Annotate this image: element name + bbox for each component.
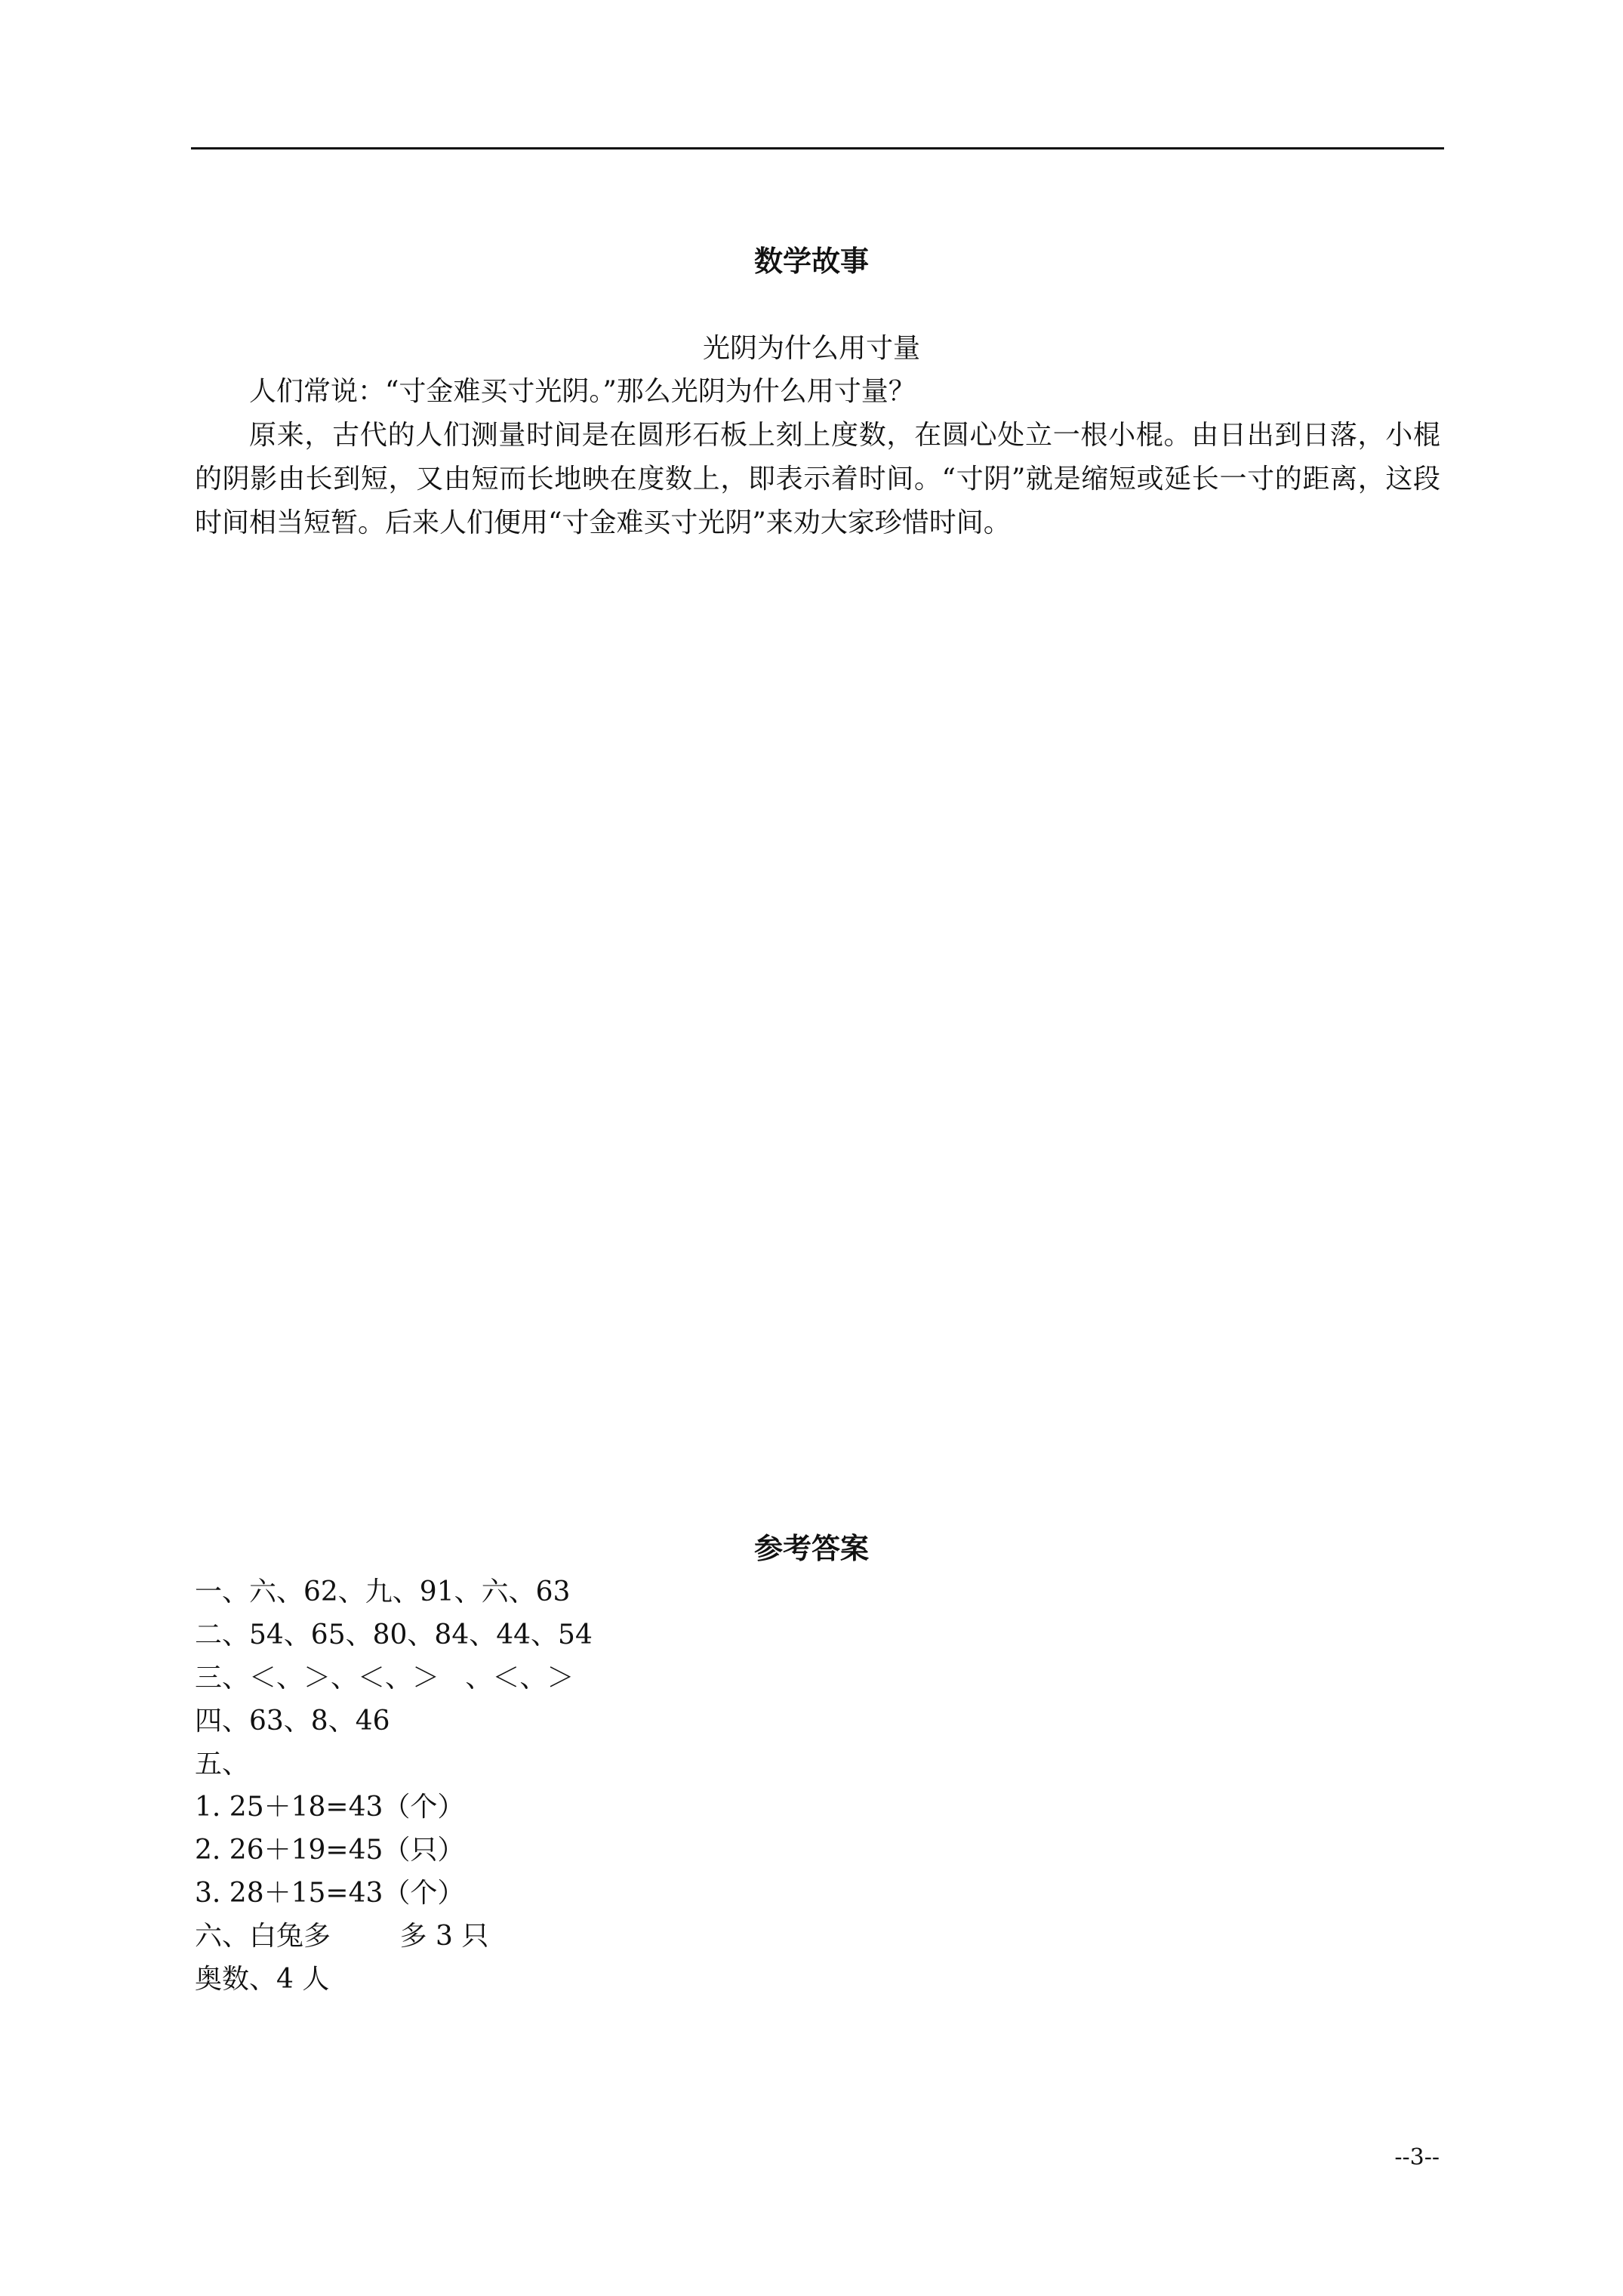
story-body [195, 370, 1440, 545]
answer-line: 3. 28＋15=43（个） [195, 1878, 465, 1909]
header-rule [191, 147, 1444, 149]
answer-line: 三、＜、＞、＜、＞ 、＜、＞ [195, 1663, 574, 1693]
answer-line: 四、63、8、46 [195, 1706, 390, 1737]
answer-line: 六、白兔多 多 3 只 [195, 1921, 489, 1952]
answer-line: 2. 26＋19=45（只） [195, 1835, 465, 1866]
answers-list [195, 1570, 1440, 2001]
answer-line: 五、 [195, 1749, 250, 1780]
answer-line: 奥数、4 人 [195, 1964, 330, 1995]
story-paragraph: 人们常说：“寸金难买寸光阴。”那么光阴为什么用寸量？ [249, 376, 916, 407]
page-number: --3-- [1394, 2144, 1440, 2171]
story-paragraph: 原来，古代的人们测量时间是在圆形石板上刻上度数，在圆心处立一根小棍。由日出到日落，小棍的阴影由长到短，又由短而长地映在度数上，即表示着时间。“寸阴”就是缩短或延长一寸的距离，这段时间相当短暂。后来人们便用“寸金难买寸光阴”来劝大家珍惜时间。 [195, 420, 1440, 538]
answer-line: 1. 25＋18=43（个） [195, 1792, 465, 1823]
answer-line: 二、54、65、80、84、44、54 [195, 1620, 593, 1650]
story-section-title: 数学故事 [753, 244, 869, 278]
answer-line: 一、六、62、九、91、六、63 [195, 1576, 571, 1607]
answers-section-title: 参考答案 [753, 1531, 869, 1565]
story-title: 光阴为什么用寸量 [702, 333, 920, 364]
